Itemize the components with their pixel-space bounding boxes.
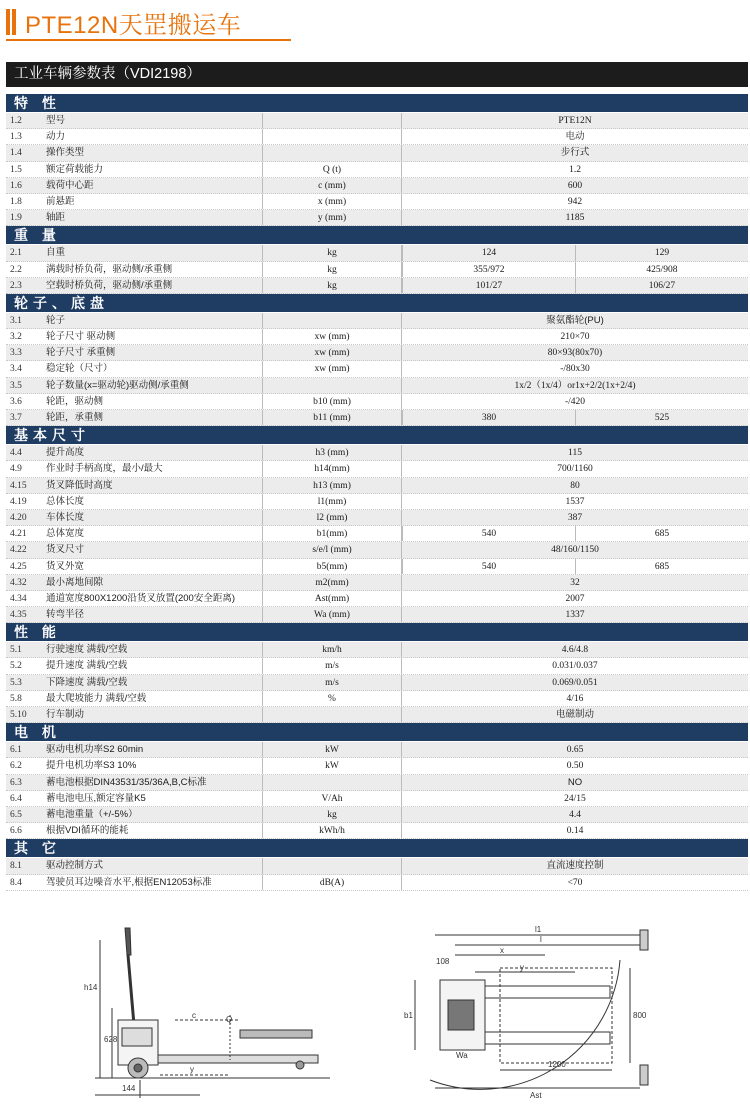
row-unit: Q (t) (262, 162, 402, 177)
row-number: 6.5 (10, 809, 22, 820)
row-unit: b5(mm) (262, 559, 402, 574)
table-row (6, 575, 748, 591)
label-1200: 1200 (548, 1060, 566, 1069)
row-unit: kg (262, 245, 402, 260)
row-unit (262, 707, 402, 722)
table-row (6, 791, 748, 807)
row-parameter: 行驶速度 满载/空载 (46, 644, 128, 656)
row-parameter: 提升速度 满载/空载 (46, 660, 128, 672)
pallet-outline (500, 968, 612, 1063)
row-parameter: 蓄电池根据DIN43531/35/36A,B,C标准 (46, 776, 207, 788)
row-parameter: 行车制动 (46, 709, 85, 720)
row-value: 24/15 (564, 793, 586, 804)
table-row (6, 875, 748, 891)
row-unit (262, 113, 402, 128)
label-c: c (192, 1011, 196, 1020)
row-number: 4.21 (10, 529, 27, 540)
row-number: 4.4 (10, 448, 22, 459)
table-row (6, 129, 748, 145)
row-value: 直流速度控制 (546, 860, 604, 872)
row-parameter: 轮子 (46, 314, 66, 326)
row-unit: m/s (262, 675, 402, 690)
row-parameter: 空载时桥负荷，驱动侧/承重侧 (46, 279, 173, 291)
row-unit: b11 (mm) (262, 410, 402, 425)
row-value: 124 (402, 245, 575, 260)
table-row (6, 823, 748, 839)
row-unit: s/e/l (mm) (262, 542, 402, 557)
row-number: 5.8 (10, 693, 22, 704)
row-unit: kW (262, 758, 402, 773)
row-value: 540 (402, 526, 575, 541)
row-unit: xw (mm) (262, 329, 402, 344)
row-number: 3.3 (10, 348, 22, 359)
label-800: 800 (633, 1011, 647, 1020)
row-unit: c (mm) (262, 178, 402, 193)
table-row (6, 313, 748, 329)
table-row (6, 559, 748, 575)
row-number: 4.34 (10, 593, 27, 604)
row-unit: h14(mm) (262, 461, 402, 476)
wall-marker-top (640, 930, 648, 950)
row-parameter: 货叉降低时高度 (46, 479, 113, 491)
row-unit: m/s (262, 658, 402, 673)
row-number: 1.2 (10, 116, 22, 126)
table-row (6, 707, 748, 723)
row-value: 106/27 (575, 278, 748, 293)
row-parameter: 轮子数量(x=驱动轮)驱动侧/承重侧 (46, 379, 189, 391)
table-title: 工业车辆参数表（VDI2198） (6, 62, 748, 87)
table-row (6, 494, 748, 510)
row-value: -/80x30 (560, 364, 590, 375)
table-row (6, 807, 748, 823)
row-value: 1337 (565, 610, 585, 621)
label-b1: b1 (404, 1011, 413, 1020)
row-parameter: 驾驶员耳边噪音水平,根据EN12053标准 (46, 876, 212, 888)
row-parameter: 轮子尺寸 驱动侧 (46, 331, 116, 343)
table-row (6, 345, 748, 361)
row-parameter: 轴距 (46, 212, 66, 224)
label-x: x (500, 946, 504, 955)
row-value: 1x/2（1x/4）or1x+2/2(1x+2/4) (514, 380, 636, 391)
row-value: -/420 (564, 396, 586, 407)
row-unit: b10 (mm) (262, 394, 402, 409)
row-unit: Ast(mm) (262, 591, 402, 606)
table-row (6, 742, 748, 758)
label-ast: Ast (530, 1091, 542, 1100)
row-value: 80×93(80x70) (547, 348, 603, 359)
label-144: 144 (122, 1084, 136, 1093)
row-value: 聚氨酯轮(PU) (546, 314, 604, 326)
table-row (6, 210, 748, 226)
row-number: 1.4 (10, 148, 22, 159)
row-value: 0.65 (566, 745, 584, 756)
row-parameter: 蓄电池重量（+/-5%） (46, 808, 138, 820)
row-unit: h3 (mm) (262, 445, 402, 460)
row-value: 685 (575, 526, 748, 541)
load-block (240, 1030, 312, 1038)
drawings-svg (0, 920, 750, 1100)
row-unit (262, 775, 402, 790)
row-number: 2.2 (10, 264, 22, 275)
row-value: 387 (567, 512, 583, 523)
spec-table (6, 94, 748, 891)
wall-marker-bottom (640, 1065, 648, 1085)
row-unit: kg (262, 278, 402, 293)
table-row (6, 675, 748, 691)
row-unit: km/h (262, 642, 402, 657)
row-number: 4.32 (10, 577, 27, 588)
section-header: 特 性 (6, 94, 748, 112)
title-bar (6, 6, 296, 38)
row-number: 5.3 (10, 677, 22, 688)
row-value: 129 (575, 245, 748, 260)
row-unit: l2 (mm) (262, 510, 402, 525)
row-value: 685 (575, 559, 748, 574)
row-value: 2007 (565, 593, 585, 604)
row-unit (262, 858, 402, 873)
row-parameter: 载荷中心距 (46, 179, 94, 191)
row-value: 步行式 (560, 147, 590, 159)
drive-unit-top (448, 1000, 474, 1030)
row-parameter: 最小离地间隙 (46, 576, 104, 588)
fork-top-left (485, 986, 610, 998)
row-unit: % (262, 691, 402, 706)
row-parameter: 驱动控制方式 (46, 860, 104, 872)
row-value: 1537 (565, 496, 585, 507)
row-number: 1.9 (10, 213, 22, 224)
row-parameter: 驱动电机功率S2 60min (46, 744, 144, 756)
row-unit: V/Ah (262, 791, 402, 806)
label-l1: l1 (535, 925, 542, 934)
section-header: 轮子、底盘 (6, 294, 748, 312)
row-value: NO (567, 776, 583, 788)
section-header: 性 能 (6, 623, 748, 641)
row-unit: h13 (mm) (262, 478, 402, 493)
load-wheel (296, 1061, 304, 1069)
row-unit: kg (262, 262, 402, 277)
row-number: 4.35 (10, 610, 27, 621)
table-row (6, 775, 748, 791)
row-number: 1.8 (10, 196, 22, 207)
row-number: 2.1 (10, 248, 22, 259)
row-value: 525 (575, 410, 748, 425)
page-title: PTE12N天罡搬运车 (25, 11, 242, 39)
table-row (6, 194, 748, 210)
table-row (6, 162, 748, 178)
row-value: 电动 (565, 131, 585, 143)
label-h14: h14 (84, 983, 98, 992)
table-row (6, 658, 748, 674)
table-row (6, 178, 748, 194)
row-parameter: 轮子尺寸 承重侧 (46, 347, 116, 359)
row-number: 8.4 (10, 877, 22, 888)
row-value: 48/160/1150 (551, 545, 599, 556)
row-parameter: 蓄电池电压,额定容量K5 (46, 792, 146, 804)
row-parameter: 稳定轮（尺寸） (46, 363, 113, 375)
row-value: 0.031/0.037 (552, 661, 598, 672)
section-header: 重 量 (6, 226, 748, 244)
table-row (6, 361, 748, 377)
row-parameter: 总体宽度 (46, 528, 85, 540)
row-parameter: 动力 (46, 131, 66, 143)
row-number: 3.6 (10, 396, 22, 407)
table-row (6, 642, 748, 658)
side-view-drawing (95, 928, 330, 1098)
table-row (6, 526, 748, 542)
row-value: 4.6/4.8 (561, 645, 589, 656)
drawings (0, 920, 750, 1100)
table-row (6, 461, 748, 477)
table-row (6, 445, 748, 461)
row-parameter: 提升电机功率S3 10% (46, 760, 137, 772)
label-628: 628 (104, 1035, 118, 1044)
row-number: 4.15 (10, 480, 27, 491)
row-number: 3.4 (10, 364, 22, 375)
row-value: 4/16 (566, 693, 584, 704)
label-wa: Wa (456, 1051, 468, 1060)
label-q: Q (226, 1015, 233, 1024)
row-value: 210×70 (560, 332, 590, 343)
row-parameter: 车体长度 (46, 511, 85, 523)
row-number: 4.9 (10, 464, 22, 475)
row-value: 电磁制动 (555, 709, 594, 720)
row-value: <70 (567, 877, 583, 888)
section-header: 基本尺寸 (6, 426, 748, 444)
table-row (6, 278, 748, 294)
row-parameter: 提升高度 (46, 447, 85, 459)
row-unit: b1(mm) (262, 526, 402, 541)
row-number: 1.6 (10, 180, 22, 191)
title-accent-bar (12, 9, 16, 35)
table-row (6, 607, 748, 623)
title-accent-bar (6, 9, 10, 35)
row-unit: l1(mm) (262, 494, 402, 509)
row-unit (262, 313, 402, 328)
row-unit: y (mm) (262, 210, 402, 225)
row-parameter: 轮距，承重侧 (46, 412, 104, 423)
row-parameter: 货叉外宽 (46, 560, 85, 572)
row-unit: Wa (mm) (262, 607, 402, 622)
table-row (6, 329, 748, 345)
row-number: 1.5 (10, 164, 22, 175)
row-value: 0.069/0.051 (552, 677, 598, 688)
row-value: 80 (570, 480, 580, 491)
table-row (6, 410, 748, 426)
row-parameter: 额定荷载能力 (46, 163, 104, 175)
row-number: 4.19 (10, 496, 27, 507)
row-unit: kW (262, 742, 402, 757)
row-unit: dB(A) (262, 875, 402, 890)
section-header: 其 它 (6, 839, 748, 857)
table-row (6, 758, 748, 774)
table-row (6, 478, 748, 494)
label-l: l (540, 935, 542, 944)
row-unit: kWh/h (262, 823, 402, 838)
row-number: 5.2 (10, 661, 22, 672)
row-number: 2.3 (10, 280, 22, 291)
fork (158, 1055, 318, 1063)
row-number: 4.25 (10, 561, 27, 572)
row-unit: m2(mm) (262, 575, 402, 590)
row-number: 4.20 (10, 512, 27, 523)
battery-cover (122, 1028, 152, 1046)
handle-grip (125, 928, 131, 955)
table-row (6, 145, 748, 161)
row-number: 5.1 (10, 645, 22, 656)
row-parameter: 操作类型 (46, 147, 85, 159)
row-unit: xw (mm) (262, 345, 402, 360)
row-value: 700/1160 (557, 464, 593, 475)
row-unit (262, 129, 402, 144)
row-parameter: 最大爬坡能力 满载/空载 (46, 692, 147, 704)
row-value: 4.4 (569, 809, 581, 820)
row-number: 5.10 (10, 710, 27, 720)
table-row (6, 858, 748, 874)
label-108: 108 (436, 957, 450, 966)
row-value: 1185 (565, 213, 585, 224)
row-number: 3.1 (10, 315, 22, 326)
fork-top-right (485, 1032, 610, 1044)
row-value: PTE12N (558, 116, 592, 126)
label-y-top: y (520, 963, 524, 972)
row-parameter: 满载时桥负荷，驱动侧/承重侧 (46, 263, 173, 275)
row-number: 6.2 (10, 761, 22, 772)
row-parameter: 货叉尺寸 (46, 544, 85, 556)
row-parameter: 总体长度 (46, 495, 85, 507)
table-row (6, 510, 748, 526)
row-unit (262, 145, 402, 160)
row-parameter: 作业时手柄高度，最小/最大 (46, 463, 163, 475)
row-value: 101/27 (402, 278, 575, 293)
row-value: 425/908 (575, 262, 748, 277)
row-number: 3.7 (10, 413, 22, 423)
row-value: 380 (402, 410, 575, 425)
row-value: 32 (570, 577, 580, 588)
row-value: 942 (567, 196, 583, 207)
row-unit (262, 378, 402, 393)
table-row (6, 394, 748, 410)
row-unit: x (mm) (262, 194, 402, 209)
row-number: 1.3 (10, 132, 22, 143)
row-value: 600 (567, 180, 583, 191)
row-parameter: 下降速度 满载/空载 (46, 676, 128, 688)
table-row (6, 378, 748, 394)
row-parameter: 通道宽度800X1200沿货叉放置(200安全距离) (46, 592, 235, 604)
row-unit: xw (mm) (262, 361, 402, 376)
table-row (6, 245, 748, 261)
row-number: 6.3 (10, 777, 22, 788)
row-parameter: 型号 (46, 115, 66, 126)
title-underline (6, 39, 291, 41)
row-parameter: 前悬距 (46, 195, 75, 207)
row-value: 0.50 (566, 761, 584, 772)
row-parameter: 自重 (46, 247, 66, 259)
row-number: 6.1 (10, 745, 22, 756)
label-y: y (190, 1065, 194, 1074)
row-value: 1.2 (569, 164, 581, 175)
drive-wheel-hub (134, 1064, 142, 1072)
top-view-drawing (415, 930, 648, 1089)
row-value: 540 (402, 559, 575, 574)
table-row (6, 691, 748, 707)
row-parameter: 转弯半径 (46, 609, 85, 621)
row-number: 3.5 (10, 380, 22, 391)
table-row (6, 262, 748, 278)
table-row (6, 542, 748, 558)
row-unit: kg (262, 807, 402, 822)
section-header: 电 机 (6, 723, 748, 741)
table-row (6, 591, 748, 607)
row-number: 3.2 (10, 332, 22, 343)
row-number: 8.1 (10, 861, 22, 872)
row-number: 6.4 (10, 793, 22, 804)
row-parameter: 根据VDI循环的能耗 (46, 825, 129, 837)
row-value: 0.14 (566, 826, 584, 837)
table-row (6, 113, 748, 129)
handle-bar (128, 955, 134, 1025)
row-number: 4.22 (10, 545, 27, 556)
row-number: 6.6 (10, 826, 22, 837)
row-parameter: 轮距，驱动侧 (46, 395, 104, 407)
row-value: 115 (568, 448, 582, 459)
row-value: 355/972 (402, 262, 575, 277)
